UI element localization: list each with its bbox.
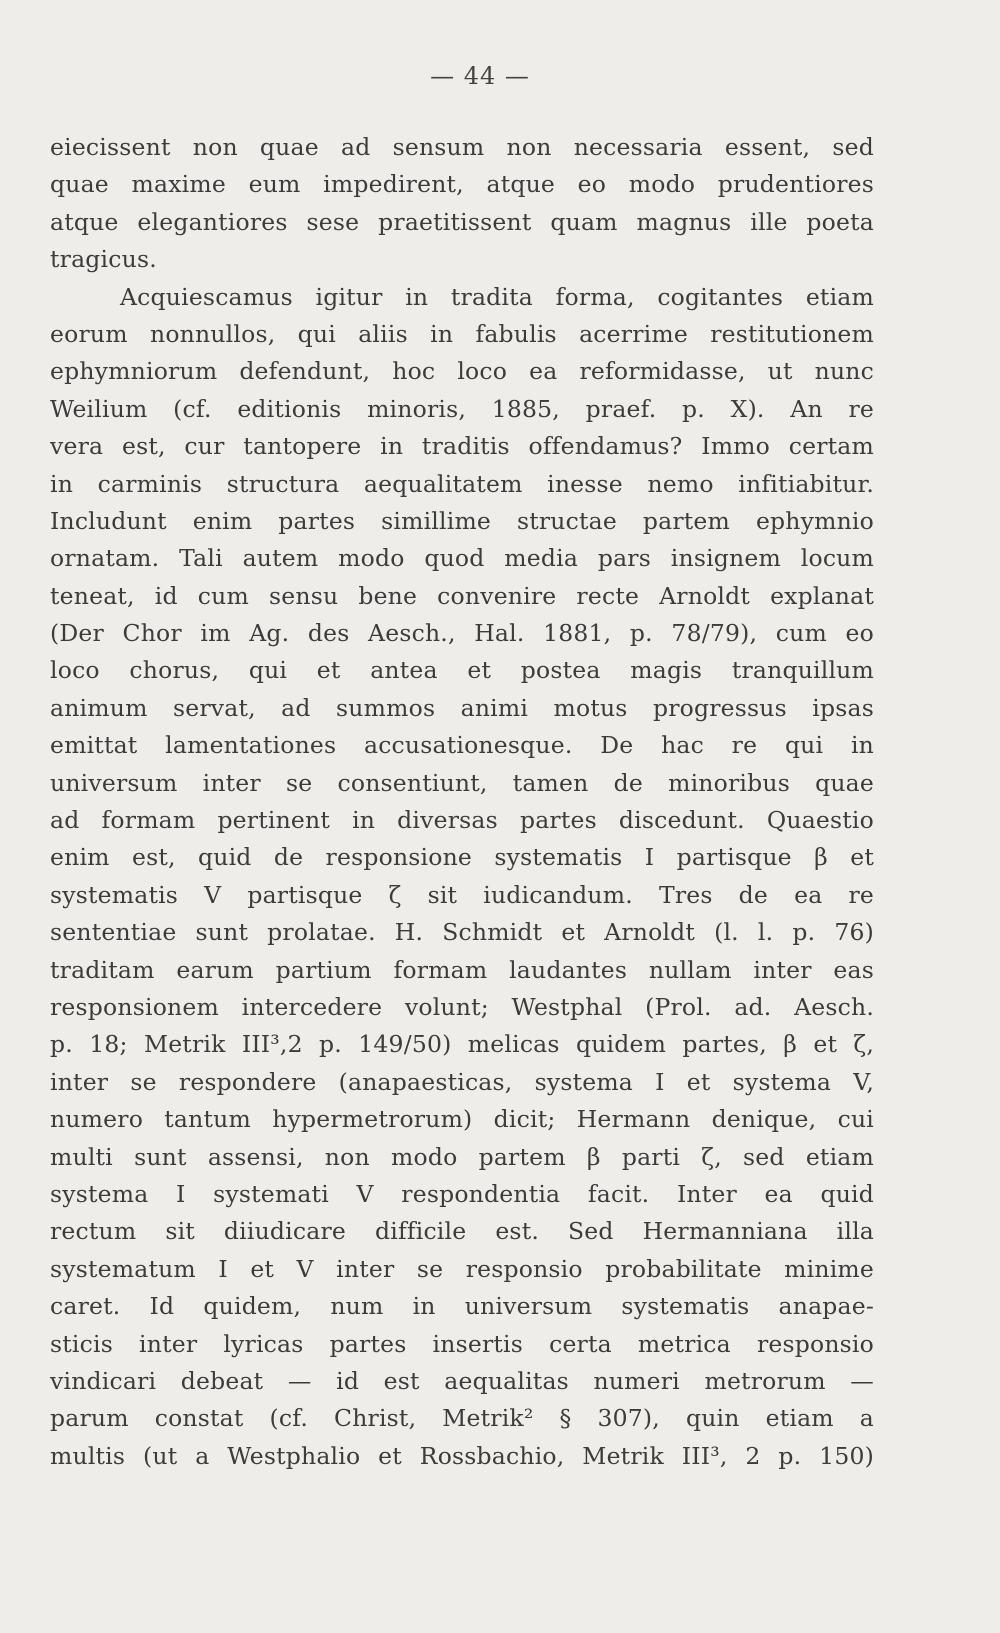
text-line: quae maxime eum impedirent, atque eo modo prudentiores — [50, 170, 874, 199]
text-line: loco chorus, qui et antea et postea magis tranquillum — [50, 656, 874, 685]
text-line: sententiae sunt prolatae. H. Schmidt et Arnoldt (l. l. p. 76) — [50, 918, 874, 947]
text-line: parum constat (cf. Christ, Metrik² § 307), quin etiam a — [50, 1404, 874, 1433]
text-line: ephymniorum defendunt, hoc loco ea reformidasse, ut nunc — [50, 357, 874, 386]
text-line: multis (ut a Westphalio et Rossbachio, Metrik III³, 2 p. 150) — [50, 1441, 874, 1470]
text-line: ad formam pertinent in diversas partes discedunt. Quaestio — [50, 806, 874, 835]
text-line: emittat lamentationes accusationesque. De hac re qui in — [50, 731, 874, 760]
text-line: systematis V partisque ζ sit iudicandum. Tres de ea re — [50, 880, 874, 909]
text-line: eorum nonnullos, qui aliis in fabulis acerrime restitutionem — [50, 319, 874, 348]
text-line: systematum I et V inter se responsio probabilitate minime — [50, 1254, 874, 1283]
text-line: rectum sit diiudicare difficile est. Sed Hermanniana illa — [50, 1217, 874, 1246]
text-line: Includunt enim partes simillime structae partem ephymnio — [50, 506, 874, 535]
text-line: numero tantum hypermetrorum) dicit; Hermann denique, cui — [50, 1105, 874, 1134]
text-line: multi sunt assensi, non modo partem β parti ζ, sed etiam — [50, 1142, 874, 1171]
text-line: vera est, cur tantopere in traditis offendamus? Immo certam — [50, 432, 874, 461]
text-line: systema I systemati V respondentia facit. Inter ea quid — [50, 1179, 874, 1208]
text-line: universum inter se consentiunt, tamen de minoribus quae — [50, 768, 874, 797]
text-line: caret. Id quidem, num in universum systematis anapae- — [50, 1292, 874, 1321]
paragraph-start-line: Acquiescamus igitur in tradita forma, cogitantes etiam — [120, 282, 874, 311]
text-line: tragicus. — [50, 245, 157, 274]
text-line: animum servat, ad summos animi motus progressus ipsas — [50, 693, 874, 722]
text-line: traditam earum partium formam laudantes nullam inter eas — [50, 955, 874, 984]
text-line: sticis inter lyricas partes insertis certa metrica responsio — [50, 1329, 874, 1358]
text-line: p. 18; Metrik III³,2 p. 149/50) melicas quidem partes, β et ζ, — [50, 1030, 874, 1059]
text-line: ornatam. Tali autem modo quod media pars insignem locum — [50, 544, 874, 573]
text-line: teneat, id cum sensu bene convenire recte Arnoldt explanat — [50, 581, 874, 610]
text-line: responsionem intercedere volunt; Westphal (Prol. ad. Aesch. — [50, 992, 874, 1021]
text-line: eiecissent non quae ad sensum non necessaria essent, sed — [50, 133, 874, 161]
page-number: — 44 — — [430, 62, 530, 90]
text-line: Weilium (cf. editionis minoris, 1885, praef. p. X). An re — [50, 394, 874, 423]
body-text — [50, 129, 874, 1475]
text-line: atque elegantiores sese praetitissent quam magnus ille poeta — [50, 207, 874, 236]
text-line: enim est, quid de responsione systematis I partisque β et — [50, 843, 874, 872]
text-line: inter se respondere (anapaesticas, systema I et systema V, — [50, 1067, 874, 1096]
text-line: (Der Chor im Ag. des Aesch., Hal. 1881, p. 78/79), cum eo — [50, 619, 874, 648]
text-line: vindicari debeat — id est aequalitas numeri metrorum — — [50, 1366, 874, 1395]
text-line: in carminis structura aequalitatem inesse nemo infitiabitur. — [50, 469, 874, 498]
